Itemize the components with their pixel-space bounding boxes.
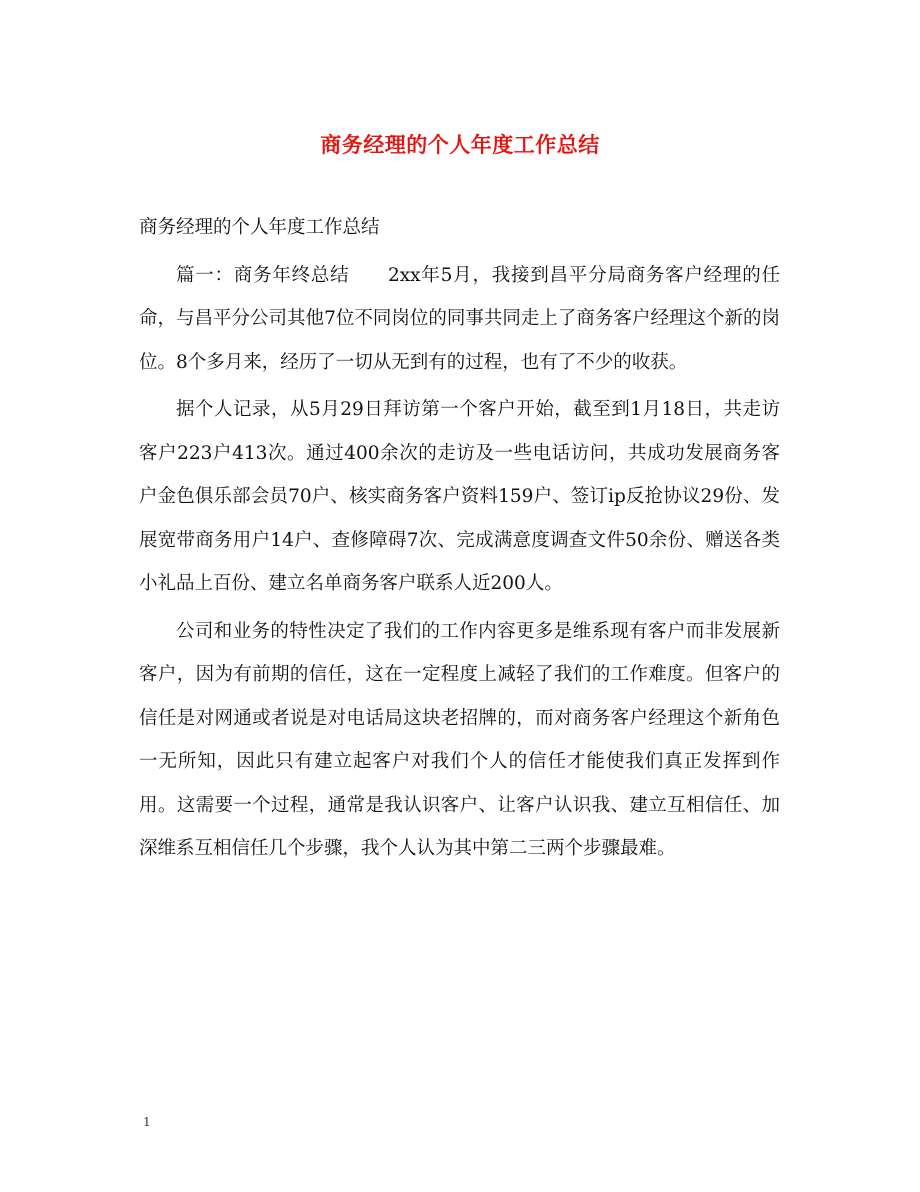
document-body	[139, 206, 780, 875]
page-number: 1	[143, 1115, 151, 1129]
paragraph-3: 公司和业务的特性决定了我们的工作内容更多是维系现有客户而非发展新客户，因为有前期的信任，这在一定程度上减轻了我们的工作难度。但客户的信任是对网通或者说是对电话局这块老招牌的，而对商务客户经理这个新角色一无所知，因此只有建立起客户对我们个人的信任才能使我们真正发挥到作用。这需要一个过程，通常是我认识客户、让客户认识我、建立互相信任、加深维系互相信任几个步骤，我个人认为其中第二三两个步骤最难。	[139, 620, 780, 859]
document-subtitle: 商务经理的个人年度工作总结	[139, 217, 380, 238]
paragraph-1: 篇一：商务年终总结 2xx年5月，我接到昌平分局商务客户经理的任命，与昌平分公司其他7位不同岗位的同事共同走上了商务客户经理这个新的岗位。8个多月来，经历了一切从无到有的过程，也有了不少的收获。	[139, 264, 780, 373]
paragraph-2: 据个人记录，从5月29日拜访第一个客户开始，截至到1月18日，共走访客户223户413次。通过400余次的走访及一些电话访问，共成功发展商务客户金色俱乐部会员70户、核实商务客户资料159户、签订ip反抢协议29份、发展宽带商务用户14户、查修障碍7次、完成满意度调查文件50余份、赠送各类小礼品上百份、建立名单商务客户联系人近200人。	[139, 399, 780, 594]
document-title: 商务经理的个人年度工作总结	[320, 132, 600, 157]
